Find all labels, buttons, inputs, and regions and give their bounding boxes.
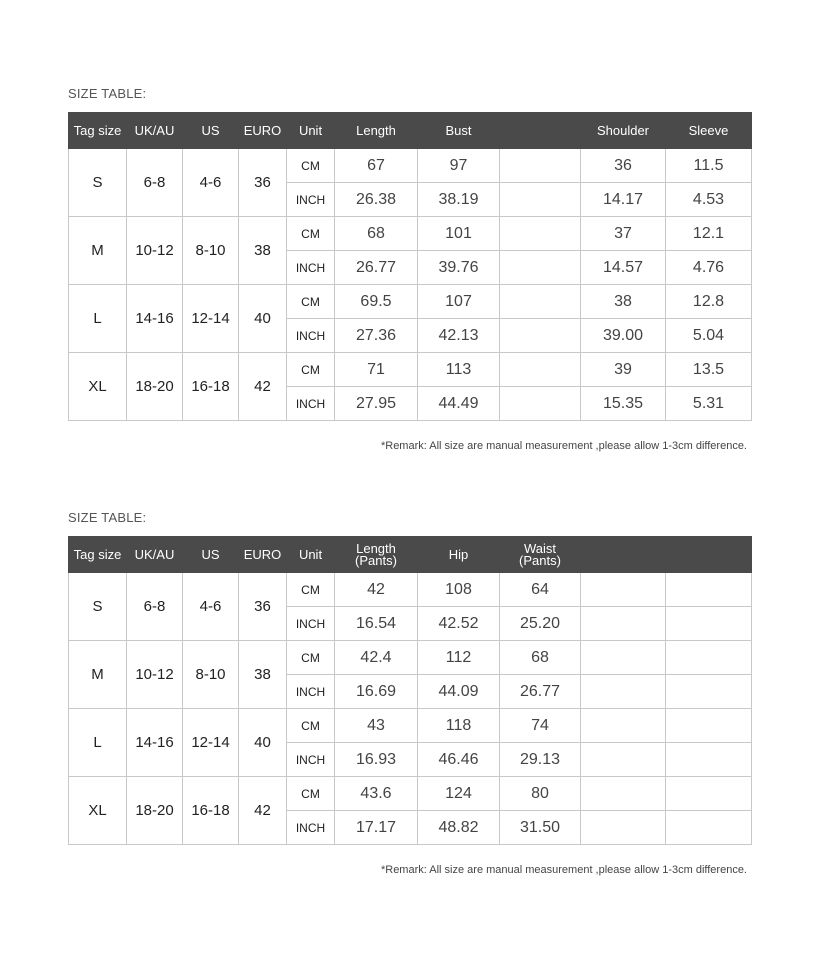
euro-size-cell: 36 xyxy=(239,149,287,217)
column-header: Unit xyxy=(287,537,335,573)
uk-au-size-cell: 14-16 xyxy=(127,285,183,353)
measurement-cell: 25.20 xyxy=(500,607,581,641)
column-header: Hip xyxy=(418,537,500,573)
unit-cell: INCH xyxy=(287,675,335,709)
measurement-cell: 71 xyxy=(335,353,418,387)
column-header: Sleeve xyxy=(666,113,752,149)
uk-au-size-cell: 6-8 xyxy=(127,149,183,217)
column-header: Waist (Pants) xyxy=(500,537,581,573)
measurement-cell xyxy=(581,709,666,743)
table-row xyxy=(69,217,752,251)
uk-au-size-cell: 6-8 xyxy=(127,573,183,641)
measurement-cell: 5.04 xyxy=(666,319,752,353)
uk-au-size-cell: 10-12 xyxy=(127,641,183,709)
measurement-cell: 37 xyxy=(581,217,666,251)
table-row xyxy=(69,353,752,387)
column-header: UK/AU xyxy=(127,537,183,573)
column-header: EURO xyxy=(239,113,287,149)
measurement-cell: 42.4 xyxy=(335,641,418,675)
measurement-cell: 68 xyxy=(335,217,418,251)
column-header xyxy=(581,537,666,573)
measurement-cell: 5.31 xyxy=(666,387,752,421)
column-header: Tag size xyxy=(69,113,127,149)
tag-size-cell: L xyxy=(69,285,127,353)
unit-cell: CM xyxy=(287,709,335,743)
measurement-cell: 38 xyxy=(581,285,666,319)
table-row xyxy=(69,777,752,811)
measurement-cell xyxy=(666,709,752,743)
measurement-cell: 16.69 xyxy=(335,675,418,709)
measurement-cell xyxy=(581,675,666,709)
tag-size-cell: M xyxy=(69,217,127,285)
measurement-cell: 44.09 xyxy=(418,675,500,709)
column-header: EURO xyxy=(239,537,287,573)
measurement-cell xyxy=(581,743,666,777)
measurement-cell: 4.76 xyxy=(666,251,752,285)
measurement-cell xyxy=(666,641,752,675)
measurement-cell: 42.52 xyxy=(418,607,500,641)
us-size-cell: 12-14 xyxy=(183,709,239,777)
measurement-cell: 13.5 xyxy=(666,353,752,387)
measurement-cell: 113 xyxy=(418,353,500,387)
uk-au-size-cell: 10-12 xyxy=(127,217,183,285)
measurement-cell: 108 xyxy=(418,573,500,607)
measurement-cell xyxy=(500,217,581,251)
unit-cell: INCH xyxy=(287,743,335,777)
measurement-cell xyxy=(500,251,581,285)
measurement-cell xyxy=(500,285,581,319)
unit-cell: INCH xyxy=(287,607,335,641)
measurement-cell xyxy=(666,675,752,709)
tag-size-cell: S xyxy=(69,573,127,641)
unit-cell: INCH xyxy=(287,183,335,217)
unit-cell: CM xyxy=(287,641,335,675)
measurement-cell: 27.95 xyxy=(335,387,418,421)
tag-size-cell: XL xyxy=(69,353,127,421)
measurement-cell: 48.82 xyxy=(418,811,500,845)
measurement-cell: 4.53 xyxy=(666,183,752,217)
measurement-cell: 36 xyxy=(581,149,666,183)
column-header: Length xyxy=(335,113,418,149)
measurement-cell: 43 xyxy=(335,709,418,743)
euro-size-cell: 40 xyxy=(239,709,287,777)
measurement-cell: 67 xyxy=(335,149,418,183)
measurement-cell: 17.17 xyxy=(335,811,418,845)
column-header: US xyxy=(183,537,239,573)
measurement-cell: 14.57 xyxy=(581,251,666,285)
measurement-cell: 39 xyxy=(581,353,666,387)
measurement-cell: 31.50 xyxy=(500,811,581,845)
euro-size-cell: 42 xyxy=(239,777,287,845)
measurement-cell: 39.76 xyxy=(418,251,500,285)
measurement-cell: 74 xyxy=(500,709,581,743)
measurement-cell: 15.35 xyxy=(581,387,666,421)
measurement-cell: 12.8 xyxy=(666,285,752,319)
measurement-cell: 11.5 xyxy=(666,149,752,183)
column-header: Shoulder xyxy=(581,113,666,149)
uk-au-size-cell: 14-16 xyxy=(127,709,183,777)
unit-cell: CM xyxy=(287,777,335,811)
column-header: UK/AU xyxy=(127,113,183,149)
measurement-cell xyxy=(581,811,666,845)
measurement-cell: 107 xyxy=(418,285,500,319)
measurement-cell: 68 xyxy=(500,641,581,675)
euro-size-cell: 38 xyxy=(239,641,287,709)
measurement-cell xyxy=(500,319,581,353)
measurement-cell: 42.13 xyxy=(418,319,500,353)
measurement-cell: 42 xyxy=(335,573,418,607)
unit-cell: INCH xyxy=(287,811,335,845)
measurement-cell xyxy=(666,573,752,607)
unit-cell: INCH xyxy=(287,387,335,421)
tag-size-cell: XL xyxy=(69,777,127,845)
measurement-cell xyxy=(500,387,581,421)
tag-size-cell: L xyxy=(69,709,127,777)
size-table-1-remark: *Remark: All size are manual measurement ,please allow 1-3cm difference. xyxy=(380,440,747,452)
measurement-cell: 14.17 xyxy=(581,183,666,217)
column-header: Tag size xyxy=(69,537,127,573)
measurement-cell: 46.46 xyxy=(418,743,500,777)
measurement-cell: 38.19 xyxy=(418,183,500,217)
table-row xyxy=(69,709,752,743)
euro-size-cell: 36 xyxy=(239,573,287,641)
measurement-cell: 80 xyxy=(500,777,581,811)
measurement-cell xyxy=(581,573,666,607)
measurement-cell: 112 xyxy=(418,641,500,675)
table-row xyxy=(69,641,752,675)
measurement-cell: 64 xyxy=(500,573,581,607)
column-header: Bust xyxy=(418,113,500,149)
size-table-1-caption: SIZE TABLE: xyxy=(68,86,147,101)
measurement-cell: 118 xyxy=(418,709,500,743)
measurement-cell xyxy=(500,149,581,183)
measurement-cell xyxy=(666,811,752,845)
measurement-cell: 97 xyxy=(418,149,500,183)
measurement-cell xyxy=(581,641,666,675)
uk-au-size-cell: 18-20 xyxy=(127,353,183,421)
euro-size-cell: 40 xyxy=(239,285,287,353)
table-row xyxy=(69,573,752,607)
us-size-cell: 8-10 xyxy=(183,217,239,285)
column-header: US xyxy=(183,113,239,149)
us-size-cell: 12-14 xyxy=(183,285,239,353)
us-size-cell: 16-18 xyxy=(183,353,239,421)
table-row xyxy=(69,285,752,319)
measurement-cell xyxy=(666,777,752,811)
measurement-cell: 69.5 xyxy=(335,285,418,319)
measurement-cell: 43.6 xyxy=(335,777,418,811)
measurement-cell: 16.54 xyxy=(335,607,418,641)
euro-size-cell: 38 xyxy=(239,217,287,285)
measurement-cell: 12.1 xyxy=(666,217,752,251)
measurement-cell: 101 xyxy=(418,217,500,251)
measurement-cell: 26.77 xyxy=(335,251,418,285)
tag-size-cell: M xyxy=(69,641,127,709)
unit-cell: INCH xyxy=(287,319,335,353)
us-size-cell: 8-10 xyxy=(183,641,239,709)
euro-size-cell: 42 xyxy=(239,353,287,421)
measurement-cell: 27.36 xyxy=(335,319,418,353)
measurement-cell xyxy=(500,183,581,217)
column-header xyxy=(500,113,581,149)
size-table-2 xyxy=(68,536,752,845)
us-size-cell: 4-6 xyxy=(183,573,239,641)
size-table-2-caption: SIZE TABLE: xyxy=(68,510,147,525)
measurement-cell: 16.93 xyxy=(335,743,418,777)
measurement-cell xyxy=(500,353,581,387)
measurement-cell: 26.77 xyxy=(500,675,581,709)
unit-cell: CM xyxy=(287,353,335,387)
column-header: Length (Pants) xyxy=(335,537,418,573)
measurement-cell xyxy=(666,607,752,641)
measurement-cell xyxy=(666,743,752,777)
measurement-cell xyxy=(581,777,666,811)
measurement-cell: 39.00 xyxy=(581,319,666,353)
measurement-cell: 44.49 xyxy=(418,387,500,421)
column-header: Unit xyxy=(287,113,335,149)
unit-cell: CM xyxy=(287,217,335,251)
measurement-cell: 124 xyxy=(418,777,500,811)
measurement-cell: 29.13 xyxy=(500,743,581,777)
column-header xyxy=(666,537,752,573)
table-row xyxy=(69,149,752,183)
size-table-2-remark: *Remark: All size are manual measurement ,please allow 1-3cm difference. xyxy=(380,864,747,876)
unit-cell: INCH xyxy=(287,251,335,285)
measurement-cell xyxy=(581,607,666,641)
us-size-cell: 4-6 xyxy=(183,149,239,217)
measurement-cell: 26.38 xyxy=(335,183,418,217)
uk-au-size-cell: 18-20 xyxy=(127,777,183,845)
size-table-1 xyxy=(68,112,752,421)
tag-size-cell: S xyxy=(69,149,127,217)
unit-cell: CM xyxy=(287,149,335,183)
unit-cell: CM xyxy=(287,285,335,319)
us-size-cell: 16-18 xyxy=(183,777,239,845)
unit-cell: CM xyxy=(287,573,335,607)
